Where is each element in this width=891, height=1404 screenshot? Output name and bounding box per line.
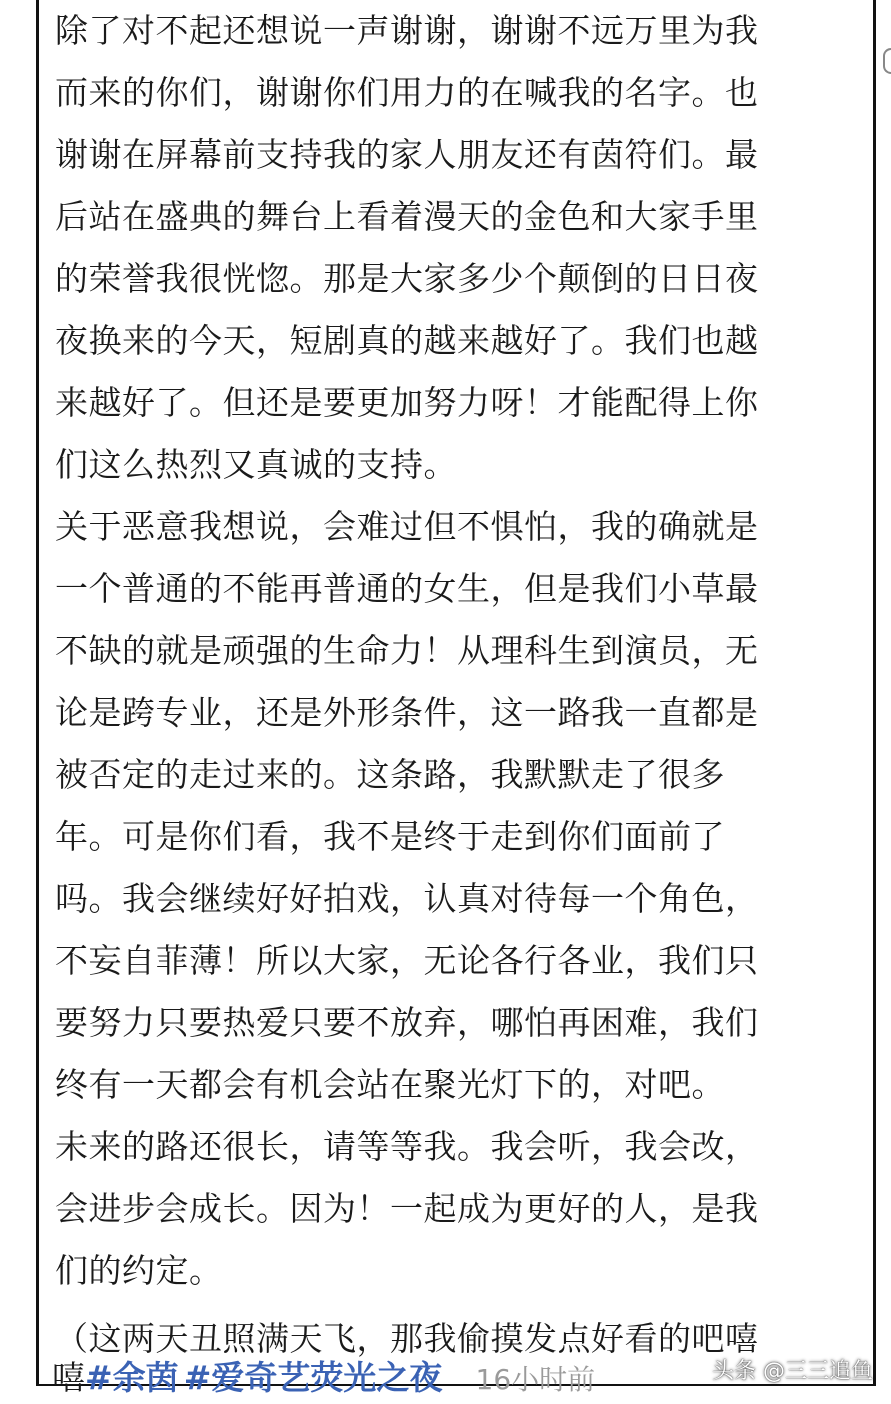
post-line: 夜换来的今天，短剧真的越来越好了。我们也越	[55, 321, 759, 360]
post-line: 来越好了。但还是要更加努力呀！才能配得上你	[55, 383, 759, 422]
post-line: 终有一天都会有机会站在聚光灯下的，对吧。	[55, 1065, 725, 1104]
post-line: 未来的路还很长，请等等我。我会听，我会改，	[55, 1127, 759, 1166]
post-line: 年。可是你们看，我不是终于走到你们面前了	[55, 817, 725, 856]
post-line: 后站在盛典的舞台上看着漫天的金色和大家手里	[55, 197, 759, 236]
post-frame	[36, 0, 876, 1386]
post-line-tail: （这两天丑照满天飞，那我偷摸发点好看的吧嘻	[55, 1319, 759, 1358]
post-line: 论是跨专业，还是外形条件，这一路我一直都是	[55, 693, 759, 732]
post-body	[55, 0, 857, 1370]
hashtag-link[interactable]: #爱奇艺荧光之夜	[183, 1358, 443, 1397]
post-line: 谢谢在屏幕前支持我的家人朋友还有茵符们。最	[55, 135, 759, 174]
post-line: 不妄自菲薄！所以大家，无论各行各业，我们只	[55, 941, 759, 980]
post-timestamp: 16小时前	[475, 1363, 596, 1396]
post-line: 吗。我会继续好好拍戏，认真对待每一个角色，	[55, 879, 759, 918]
post-line: 关于恶意我想说，会难过但不惧怕，我的确就是	[55, 507, 759, 546]
post-line: 的荣誉我很恍惚。那是大家多少个颠倒的日日夜	[55, 259, 759, 298]
post-line: 们这么热烈又真诚的支持。	[55, 445, 457, 484]
post-line: 会进步会成长。因为！一起成为更好的人，是我	[55, 1189, 759, 1228]
scroll-edge-handle[interactable]	[883, 48, 891, 74]
hashtag-link[interactable]: #余茵	[85, 1358, 179, 1397]
post-line: 不缺的就是顽强的生命力！从理科生到演员，无	[55, 631, 759, 670]
post-line: 被否定的走过来的。这条路，我默默走了很多	[55, 755, 725, 794]
post-line: 们的约定。	[55, 1251, 223, 1290]
source-watermark: 头条 @三三追鱼	[712, 1359, 873, 1384]
post-line: 除了对不起还想说一声谢谢，谢谢不远万里为我	[55, 11, 759, 50]
post-line: 要努力只要热爱只要不放弃，哪怕再困难，我们	[55, 1003, 759, 1042]
post-line: 一个普通的不能再普通的女生，但是我们小草最	[55, 569, 759, 608]
post-line: 而来的你们，谢谢你们用力的在喊我的名字。也	[55, 73, 759, 112]
post-tail-text: 嘻	[52, 1358, 85, 1397]
